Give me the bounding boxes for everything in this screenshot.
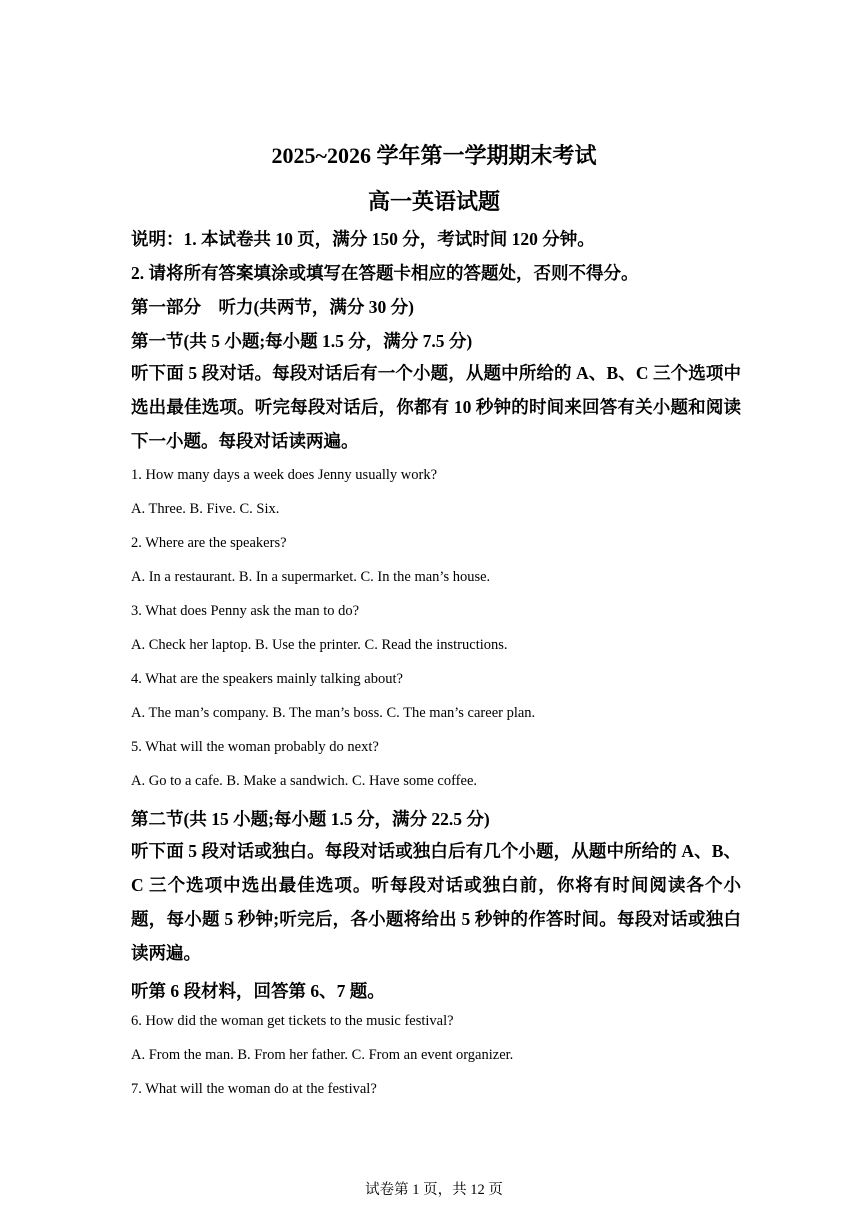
question-2: 2. Where are the speakers?: [131, 535, 287, 551]
question-3-options: A. Check her laptop. B. Use the printer. C. Read the instructions.: [131, 637, 508, 653]
section2-directions: 听下面 5 段对话或独白。每段对话或独白后有几个小题，从题中所给的 A、B、C 三个选项中选出最佳选项。听每段对话或独白前，你将有时间阅读各个小题，每小题 5 秒钟;听完后，各小题将给出 5 秒钟的作答时间。每段对话或独白读两遍。: [131, 841, 741, 963]
instruction-line-1: 说明：1. 本试卷共 10 页，满分 150 分，考试时间 120 分钟。: [131, 229, 595, 249]
page-footer: 试卷第 1 页，共 12 页: [365, 1182, 503, 1198]
section2-heading: 第二节(共 15 小题;每小题 1.5 分，满分 22.5 分): [131, 809, 490, 829]
question-6-options: A. From the man. B. From her father. C. From an event organizer.: [131, 1047, 514, 1063]
question-2-options: A. In a restaurant. B. In a supermarket. C. In the man’s house.: [131, 569, 491, 585]
question-4: 4. What are the speakers mainly talking about?: [131, 671, 403, 687]
exam-title: 2025~2026 学年第一学期期末考试: [271, 143, 597, 168]
section1-directions: 听下面 5 段对话。每段对话后有一个小题，从题中所给的 A、B、C 三个选项中选出最佳选项。听完每段对话后，你都有 10 秒钟的时间来回答有关小题和阅读下一小题。每段对话读两遍。: [131, 363, 741, 451]
question-3: 3. What does Penny ask the man to do?: [131, 603, 360, 619]
question-7: 7. What will the woman do at the festival?: [131, 1081, 377, 1097]
question-1-options: A. Three. B. Five. C. Six.: [131, 501, 280, 517]
question-5: 5. What will the woman probably do next?: [131, 739, 379, 755]
question-1: 1. How many days a week does Jenny usually work?: [131, 467, 438, 483]
question-6: 6. How did the woman get tickets to the music festival?: [131, 1013, 454, 1029]
material-note: 听第 6 段材料，回答第 6、7 题。: [131, 981, 385, 1001]
exam-subtitle: 高一英语试题: [367, 189, 500, 214]
part1-heading: 第一部分 听力(共两节，满分 30 分): [131, 297, 414, 317]
section1-heading: 第一节(共 5 小题;每小题 1.5 分，满分 7.5 分): [131, 331, 473, 351]
question-4-options: A. The man’s company. B. The man’s boss. C. The man’s career plan.: [131, 705, 536, 721]
instruction-line-2: 2. 请将所有答案填涂或填写在答题卡相应的答题处，否则不得分。: [131, 263, 639, 283]
question-5-options: A. Go to a cafe. B. Make a sandwich. C. Have some coffee.: [131, 773, 478, 789]
